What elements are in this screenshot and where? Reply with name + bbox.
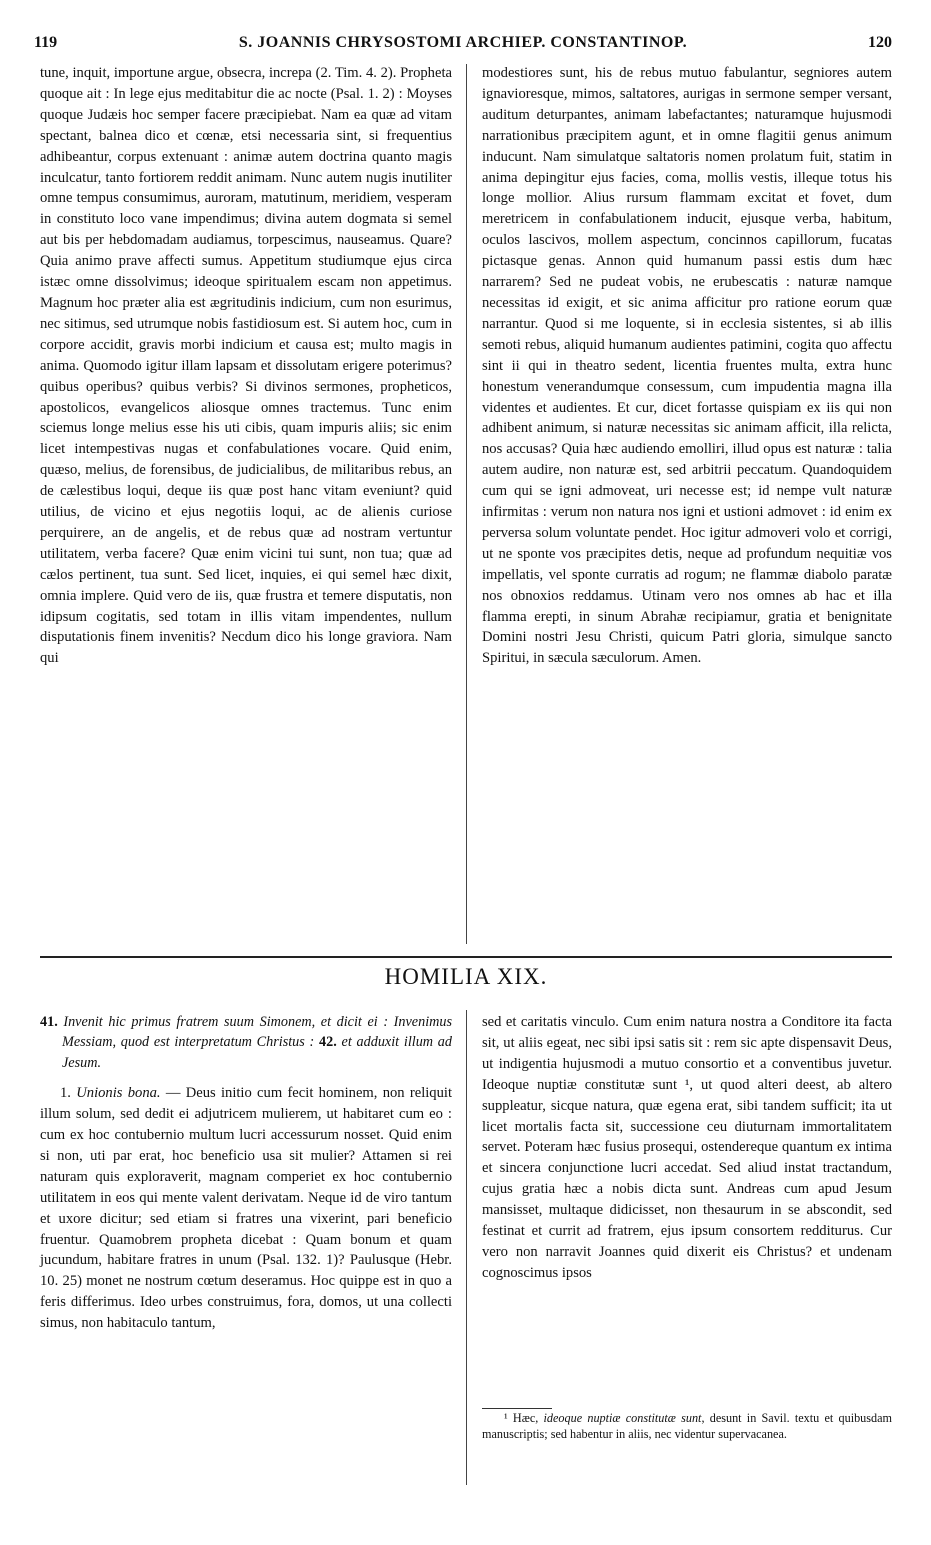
section-number: 1. (60, 1085, 71, 1102)
footnote-mark: ¹ (504, 1411, 508, 1425)
page-number-left: 119 (34, 34, 58, 51)
section-heading: Unionis bona. (76, 1085, 161, 1102)
upper-right-column (482, 63, 892, 943)
footnote-text: , desunt in Savil. textu et quibusdam manuscriptis; sed habentur in aliis, nec videntur supervacanea. (482, 1411, 893, 1441)
section-paragraph (40, 1083, 452, 1334)
lower-right-column (482, 1012, 892, 1402)
upper-left-column (40, 63, 452, 943)
footnote-text: Hæc, (507, 1411, 544, 1425)
column-divider-bottom (466, 1010, 467, 1485)
footnote-rule (482, 1408, 552, 1409)
section-dash: — (160, 1085, 186, 1102)
verse-number: 42. (319, 1034, 337, 1051)
running-title: S. JOANNIS CHRYSOSTOMI ARCHIEP. CONSTANTINOP. (238, 34, 688, 51)
footnote-italic: ideoque nuptiæ constitutæ sunt (543, 1411, 702, 1425)
lower-left-column (40, 1012, 452, 1498)
section-divider-rule (40, 956, 892, 958)
page-number-right: 120 (868, 34, 892, 51)
verse-text: Invenit hic primus fratrem suum Simonem, et dicit ei : Invenimus Messiam, quod est interpretatum Christus : (62, 1014, 452, 1051)
column-divider-top (466, 64, 467, 944)
homily-heading: HOMILIA XIX. (384, 964, 548, 989)
section-text: Deus initio cum fecit hominem, non reliquit illum solum, sed dedit ei adjutricem mulierem, ut habitaret cum eo : cum ex hoc contubernio multum lucri accessurum nosset. Quid enim si non, uti par erat, hoc beneficio usa sit mulier? Attamen si rei naturam quis exploraverit, magnam comperiet ex hoc contubernio utilitatem in eos qui mente valent derivatam. Neque id de viro tantum et uxore dicitur; sed etiam si fratres una vixerint, pari beneficio fruentur. Quamobrem propheta dicebat : Quam bonum et quam jucundum, habitare fratres in unum (Psal. 132. 1)? Paulusque (Hebr. 10. 25) monet ne nostrum cœtum deseramus. Hoc quippe est in quo a feris differimus. Ideo urbes construimus, fora, domos, ut una collecti simus, non habitaculo tantum, (40, 1085, 453, 1332)
gospel-verse (40, 1012, 452, 1073)
verse-text: et adduxit illum ad Jesum. (62, 1034, 452, 1071)
footnote (482, 1411, 892, 1442)
running-header (34, 34, 892, 58)
footnote-paragraph (482, 1411, 892, 1442)
upper-right-paragraph: modestiores sunt, his de rebus mutuo fabulantur, segniores autem ignavioresque, mimos, saltatores, aurigas in sermone semper versant, auditum deturpantes, animam labefactantes; naturamque hujusmodi narrationibus præcipitem agunt, et in omne flagitii genus animum inducunt. Nam simulatque saltatoris nomen prolatum fuit, statim in anima depingitur ejus facies, coma, mollis vestis, illeque totus his longe mollior. Alius rursum flammam excitat et fovet, dum meretricem in confabulationem inducit, ejusque verba, habitum, oculos lascivos, mollem aspectum, concinnos capillorum, fucatas pictasque genas. Annon quid humanum passi estis dum hæc narrarem? Sed ne pudeat vobis, ne erubescatis : naturæ namque necessitas id exigit, et sic anima afficitur pro ratione eorum quæ narrantur. Quod si me loquente, si in ecclesia sistentes, si ab illis semoti rebus, aliquid humanum audientes patimini, cogita quo affectu sint ii qui in theatro sedent, licentia fruentes multa, extra hunc honestum venerandumque consessum, cum impudentia magna illa videntes et audientes. Et cur, dicet fortasse quispiam ex iis qui non adhibent animum, si naturæ necessitas sic animam afficit, illa relicta, nos accusas? Quia hæc audiendo emolliri, illud opus est naturæ : talia autem audire, non naturæ est, sed arbitrii peccatum. Quandoquidem cum qui se igni admoveat, uri necesse est; id nempe vult naturæ infirmitas : verum non natura nos igni et ustioni admovet : id enim ex perversa solum voluntate pendet. Hoc igitur admoveri volo et corrigi, ut ne sponte vos præcipites detis, neque ad profundum nequitiæ vos impellatis, vel sponte curratis ad rogum; ne flammæ diabolo paratæ nos obnoxios reddamus. Utinam vero nos omnes ab hac et illa flamma erepti, in sinum Abrahæ recipiamur, gratia et benignitate Domini nostri Jesu Christi, quicum Patri gloria, simulque sancto Spiritui, in sæcula sæculorum. Amen. (482, 65, 892, 667)
upper-left-paragraph: tune, inquit, importune argue, obsecra, increpa (2. Tim. 4. 2). Propheta quoque ait : In lege ejus meditabitur die ac nocte (Psal. 1. 2) : Moyses quoque Judæis hoc semper facere præcipiebat. Nam ea quæ ad vitam spectant, balnea dico et cœnæ, etsi necessaria sint, si frequentius adhibeantur, corpus extenuant : animæ autem doctrina quanto magis inculcatur, tanto fortiorem reddit animam. Nunc autem nugis inutiliter omne tempus consumimus, auroram, matutinum, meridiem, vesperam in constituto loco vane impendimus; divina autem dogmata si semel aut bis per hebdomadam audiamus, torpescimus, nauseamus. Quare? Quia animo prave affecti sumus. Appetitum studiumque ejus circa istæc omne dissolvimus; ideoque spiritualem escam non appetimus. Magnum hoc præter alia est ægritudinis indicium, cum non esurimus, nec sitimus, sed utrumque nobis fastidiosum est. Si autem hoc, cum in corpore accidit, gravis morbi indicium et causa est; multo magis in anima. Quomodo igitur illam lapsam et dissolutam erigere poterimus? quibus operibus? quibus verbis? Si divinos sermones, propheticos, apostolicos, evangelicos aliosque omnes tractemus. Tunc enim sciemus longe melius esse his uti cibis, quam impuris aliis; sic enim licet intempestivas nugas et confabulationes vocare. Quid enim, quæso, melius, de forensibus, de judicialibus, de militaribus rebus, an de cælestibus loqui, deque iis quæ post hanc vitam eveniunt? quid utilius, de vicino et ejus negotiis loqui, ac de alienis curiose perquirere, an de angelis, et de rebus quæ ad nostram vertuntur utilitatem, verba facere? Quæ enim vicini tui sunt, non tua; quæ ad cælos pertinent, tua sunt. Sed licet, inquies, ei qui semel hæc dixit, omnia implere. Quid vero de iis, quæ frustra et temere disputatis, non idipsum cogitatis, sed totam in illis vitam impendentes, nullum disputationis finem invenitis? Necdum dico his longe graviora. Nam qui (40, 65, 452, 667)
verse-number: 41. (40, 1014, 58, 1030)
lower-right-paragraph: sed et caritatis vinculo. Cum enim natura nostra a Conditore ita facta sit, ut aliis egeat, nec sibi ipsi satis sit : rem sic apte dispensavit Deus, ut indigentia hujusmodi a mutuo consortio et a conventibus juvetur. Ideoque nuptiæ constitutæ sunt ¹, ut quod alteri deest, ab altero suppleatur, sicque natura, quæ egena erat, sibi tandem sufficit; ita ut licet mortalis facta sit, successione ceu diuturnam immortalitatem servet. Poteram hæc fusius prosequi, ostendereque quantum ex intima et sincera conjunctione lucri accedat. Sed aliud instat tractandum, cujus gratia hæc a nobis dicta sunt. Andreas cum apud Jesum mansisset, multaque didicisset, non thesaurum in se abscondit, sed festinat et currit ad fratrem, ejus ipsum consortem redditurus. Cur vero non narravit Joannes quid dixerit eis Christus? et undenam cognoscimus ipsos (482, 1014, 892, 1281)
